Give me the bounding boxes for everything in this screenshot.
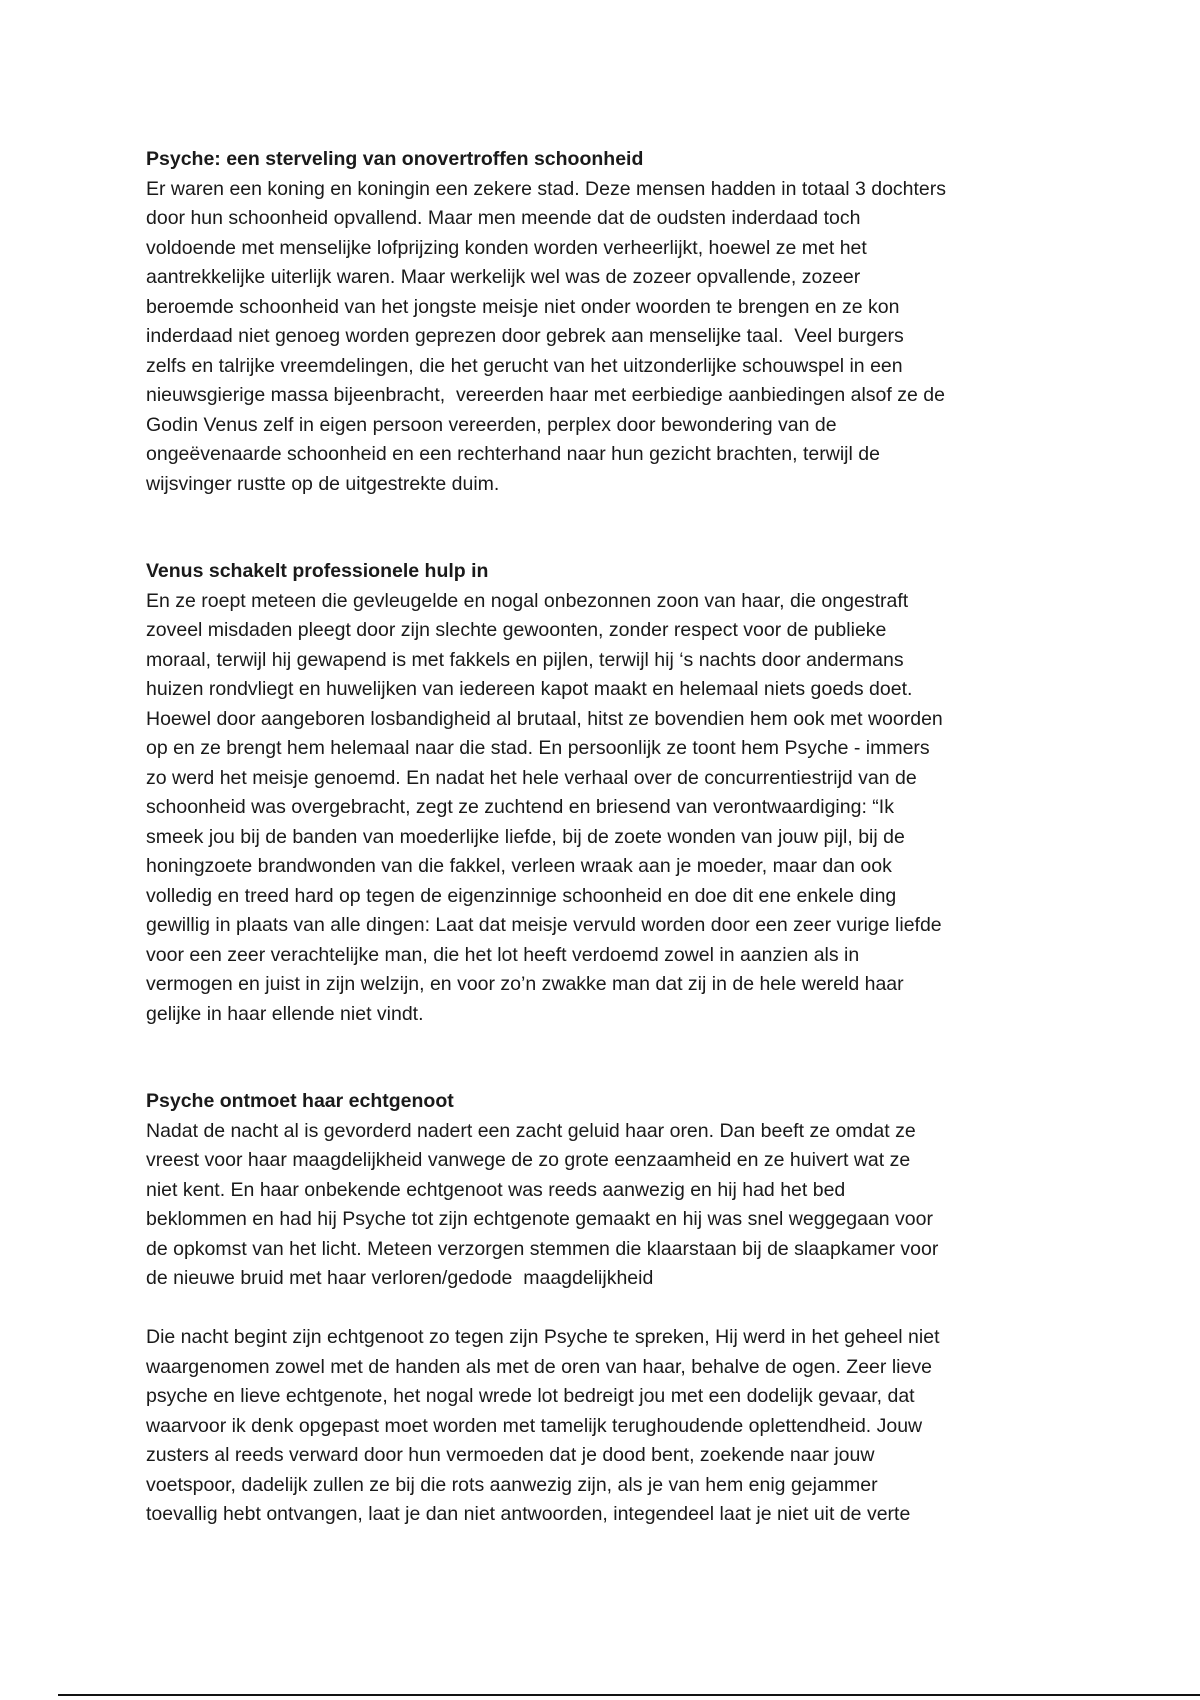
text-line: voetspoor, dadelijk zullen ze bij die rots aanwezig zijn, als je van hem enig gejammer [146,1473,878,1496]
text-line: voldoende met menselijke lofprijzing konden worden verheerlijkt, hoewel ze met het [146,236,867,259]
text-line: voor een zeer verachtelijke man, die het lot heeft verdoemd zowel in aanzien als in [146,943,860,966]
text-line: de nieuwe bruid met haar verloren/gedode maagdelijkheid [146,1267,654,1289]
document-body [146,145,1066,1530]
text-line: zoveel misdaden pleegt door zijn slechte gewoonten, zonder respect voor de publieke [146,619,887,641]
text-line: Hoewel door aangeboren losbandigheid al brutaal, hitst ze bovendien hem ook met woorden [146,707,943,730]
section-3 [146,1087,1066,1530]
section-heading: Venus schakelt professionele hulp in [146,560,489,582]
section-1 [146,145,1066,499]
paragraph [146,175,1066,500]
text-line: beklommen en had hij Psyche tot zijn echtgenote gemaakt en hij was snel weggegaan voor [146,1208,933,1230]
section-heading: Psyche: een sterveling van onovertroffen schoonheid [146,148,644,170]
text-line: Die nacht begint zijn echtgenoot zo tegen zijn Psyche te spreken, Hij werd in het geheel niet [146,1326,940,1348]
text-line: gelijke in haar ellende niet vindt. [146,1002,424,1025]
text-line: psyche en lieve echtgenote, het nogal wrede lot bedreigt jou met een dodelijk gevaar, dat [146,1385,915,1407]
text-line: zo werd het meisje genoemd. En nadat het hele verhaal over de concurrentiestrijd van de [146,766,917,789]
text-line: vermogen en juist in zijn welzijn, en voor zo’n zwakke man dat zij in de hele wereld haar [146,973,904,995]
text-line: Godin Venus zelf in eigen persoon vereerden, perplex door bewondering van de [146,413,837,436]
text-line: de opkomst van het licht. Meteen verzorgen stemmen die klaarstaan bij de slaapkamer voor [146,1237,939,1260]
section-2 [146,557,1066,1029]
text-line: wijsvinger rustte op de uitgestrekte duim. [146,472,500,495]
text-line: nieuwsgierige massa bijeenbracht, vereerden haar met eerbiedige aanbiedingen alsof ze de [146,384,945,406]
text-line: inderdaad niet genoeg worden geprezen door gebrek aan menselijke taal. Veel burgers [146,325,904,347]
text-line: En ze roept meteen die gevleugelde en nogal onbezonnen zoon van haar, die ongestraft [146,589,909,612]
text-line: honingzoete brandwonden van die fakkel, verleen wraak aan je moeder, maar dan ook [146,855,892,877]
text-line: moraal, terwijl hij gewapend is met fakkels en pijlen, terwijl hij ‘s nachts door andermans [146,648,904,671]
text-line: waargenomen zowel met de handen als met de oren van haar, behalve de ogen. Zeer lieve [146,1355,932,1378]
text-line: waarvoor ik denk opgepast moet worden met tamelijk terughoudende oplettendheid. Jouw [146,1414,923,1437]
text-line: smeek jou bij de banden van moederlijke liefde, bij de zoete wonden van jouw pijl, bij de [146,825,905,848]
paragraph [146,587,1066,1030]
text-line: aantrekkelijke uiterlijk waren. Maar werkelijk wel was de zozeer opvallende, zozeer [146,266,861,288]
text-line: op en ze brengt hem helemaal naar die stad. En persoonlijk ze toont hem Psyche - immers [146,737,930,759]
text-line: beroemde schoonheid van het jongste meisje niet onder woorden te brengen en ze kon [146,295,900,318]
text-line: zusters al reeds verward door hun vermoeden dat je dood bent, zoekende naar jouw [146,1444,875,1466]
section-heading: Psyche ontmoet haar echtgenoot [146,1090,454,1112]
text-line: door hun schoonheid opvallend. Maar men meende dat de oudsten inderdaad toch [146,207,861,229]
text-line: niet kent. En haar onbekende echtgenoot was reeds aanwezig en hij had het bed [146,1178,846,1201]
text-line: huizen rondvliegt en huwelijken van iedereen kapot maakt en helemaal niets goeds doet. [146,678,913,700]
text-line: schoonheid was overgebracht, zegt ze zuchtend en briesend van verontwaardiging: “Ik [146,796,894,818]
text-line: vreest voor haar maagdelijkheid vanwege de zo grote eenzaamheid en ze huivert wat ze [146,1149,911,1171]
text-line: ongeëvenaarde schoonheid en een rechterhand naar hun gezicht brachten, terwijl de [146,443,880,465]
section-gap [146,499,1066,557]
paragraph [146,1117,1066,1294]
text-line: toevallig hebt ontvangen, laat je dan niet antwoorden, integendeel laat je niet uit de verte [146,1503,911,1525]
text-line: gewillig in plaats van alle dingen: Laat dat meisje vervuld worden door een zeer vurige liefde [146,914,942,936]
text-line: Nadat de nacht al is gevorderd nadert een zacht geluid haar oren. Dan beeft ze omdat ze [146,1119,916,1142]
paragraph-gap [146,1294,1066,1324]
text-line: Er waren een koning en koningin een zekere stad. Deze mensen hadden in totaal 3 dochters [146,177,947,200]
text-line: zelfs en talrijke vreemdelingen, die het gerucht van het uitzonderlijke schouwspel in een [146,354,903,377]
section-gap [146,1029,1066,1087]
paragraph [146,1323,1066,1530]
text-line: volledig en treed hard op tegen de eigenzinnige schoonheid en doe dit ene enkele ding [146,884,897,907]
footer-rule [58,1694,1200,1696]
